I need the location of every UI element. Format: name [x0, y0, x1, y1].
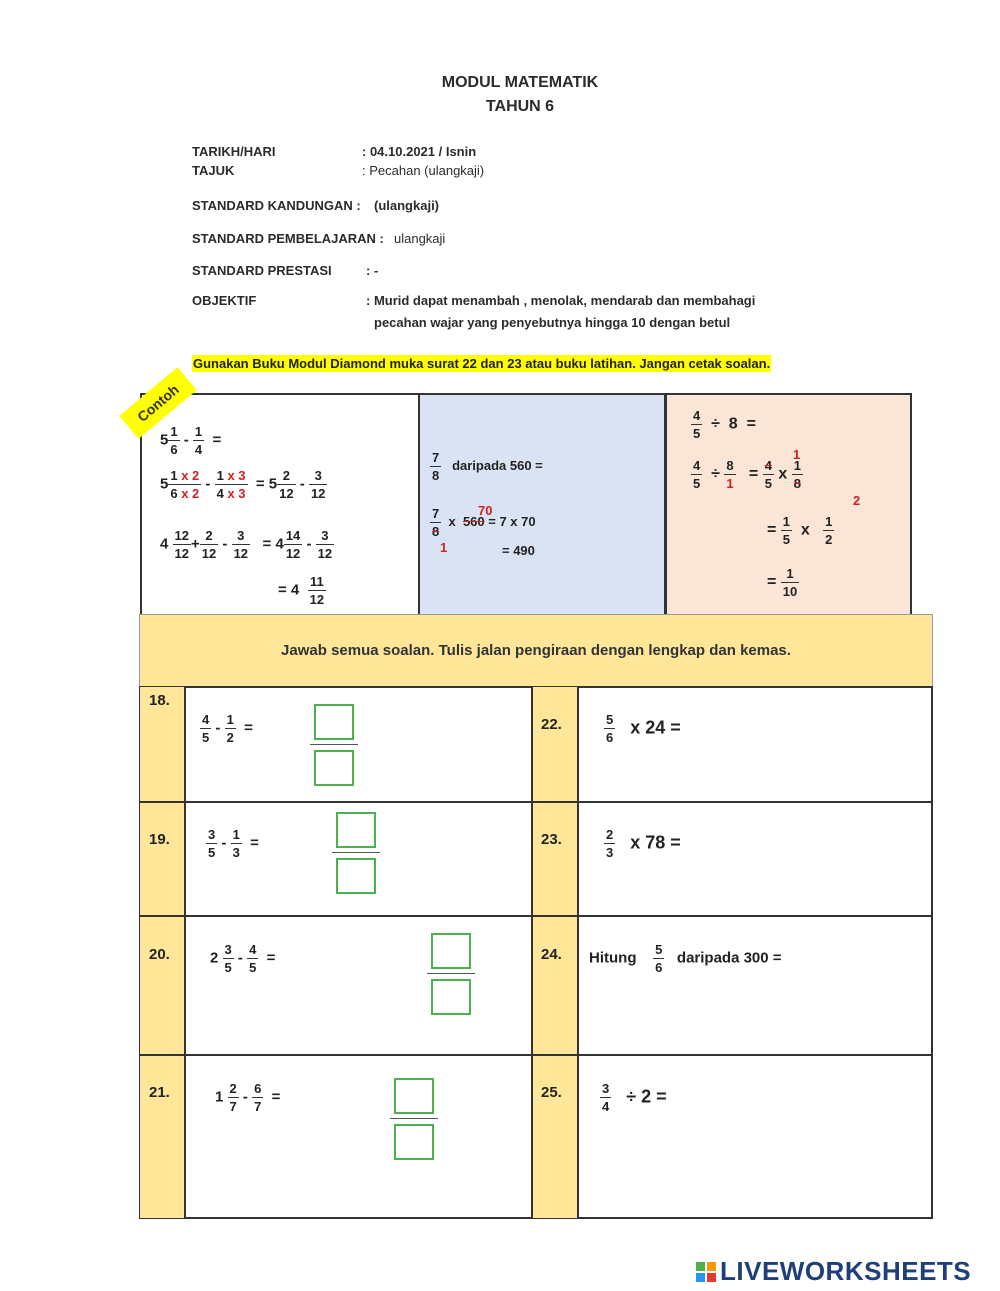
- example-box-3: [665, 393, 912, 617]
- q20-denominator-input[interactable]: [431, 979, 471, 1015]
- q18-expression: $\frac{4}{5}$ - $\frac{1}{2}$ =: [202, 712, 253, 745]
- ex3-line1: $\frac{4}{5}$ ÷ 8 =: [693, 408, 756, 441]
- q20-fraction-line: [427, 973, 475, 974]
- q24-expression: Hitung $\frac{5}{6}$ daripada 300 =: [589, 942, 782, 975]
- tarikh-value: : 04.10.2021 / Isnin: [362, 144, 477, 159]
- ex1-line3: 4 $\frac{12}{12}$ + $\frac{2}{12}$ - $\frac{3}{12}$ = 4 $\frac{14}{12}$ - $\frac{3}{12}$: [160, 528, 333, 561]
- ex2-line1: $\frac{7}{8}$ daripada 560 =: [432, 450, 543, 483]
- q24-post-text: daripada 300 =: [676, 949, 782, 967]
- q21-expression: 1 $\frac{2}{7}$ - $\frac{6}{7}$ =: [215, 1081, 281, 1114]
- q22-number: 22.: [541, 716, 562, 733]
- ex2-line2: $\frac{7}{8}$ x 560 = 7 x 70: [432, 506, 536, 539]
- brand-logo: [696, 1256, 971, 1287]
- main-instruction: Jawab semua soalan. Tulis jalan pengiraan dengan lengkap dan kemas.: [281, 642, 791, 659]
- spr-label: STANDARD PRESTASI: [192, 263, 332, 278]
- example-tag-label: Contoh: [134, 381, 182, 425]
- sp-label: STANDARD PEMBELAJARAN :: [192, 231, 384, 246]
- q23-expression: $\frac{2}{3}$ x 78 =: [606, 827, 681, 860]
- row-sep-1: [140, 801, 932, 803]
- ex1-line2: 5 $\frac{1 x 2}{6 x 2}$ - $\frac{1 x 3}{4 x 3}$ = 5 $\frac{2}{12}$ - $\frac{3}{12}$: [160, 468, 326, 501]
- spr-value: : -: [366, 263, 379, 278]
- q18-denominator-input[interactable]: [314, 750, 354, 786]
- q22-text: x 24 =: [630, 717, 681, 738]
- ex2-red-70: 70: [478, 503, 493, 518]
- row-sep-2: [140, 915, 932, 917]
- highlight-instruction: Gunakan Buku Modul Diamond muka surat 22 dan 23 atau buku latihan. Jangan cetak soalan.: [193, 356, 771, 371]
- obj-label: OBJEKTIF: [192, 293, 257, 308]
- q19-expression: $\frac{3}{5}$ - $\frac{1}{3}$ =: [208, 827, 259, 860]
- sk-label: STANDARD KANDUNGAN :: [192, 198, 361, 213]
- tajuk-label: TAJUK: [192, 163, 235, 178]
- q25-text: ÷ 2 =: [626, 1086, 667, 1107]
- ex3-line4: = $\frac{1}{10}$: [767, 566, 798, 599]
- ex3-red-1: 1: [793, 447, 801, 462]
- q22-expression: $\frac{5}{6}$ x 24 =: [606, 712, 681, 745]
- page-title-1: MODUL MATEMATIK: [441, 74, 599, 91]
- ex2-red-1: 1: [440, 540, 448, 555]
- q23-number: 23.: [541, 831, 562, 848]
- obj-value-2: pecahan wajar yang penyebutnya hingga 10 dengan betul: [374, 315, 731, 330]
- q20-numerator-input[interactable]: [431, 933, 471, 969]
- q25-number: 25.: [541, 1084, 562, 1101]
- ex1-line1: 5 $\frac{1}{6}$ - $\frac{1}{4}$ =: [160, 424, 222, 457]
- q19-numerator-input[interactable]: [336, 812, 376, 848]
- example-box-2: [418, 393, 666, 617]
- q20-number: 20.: [149, 946, 170, 963]
- row-sep-3: [140, 1054, 932, 1056]
- ex2-text1: daripada 560 =: [452, 457, 543, 473]
- main-instruction-band: [139, 614, 933, 687]
- ex3-line3: = $\frac{1}{5}$ x $\frac{1}{2}$: [767, 514, 833, 547]
- q21-numerator-input[interactable]: [394, 1078, 434, 1114]
- q24-number: 24.: [541, 946, 562, 963]
- q21-number: 21.: [149, 1084, 170, 1101]
- q18-number: 18.: [149, 692, 170, 709]
- brand-name: LIVEWORKSHEETS: [720, 1256, 972, 1286]
- q23-text: x 78 =: [630, 832, 681, 853]
- ex2-eq: = 7 x 70: [488, 513, 536, 529]
- ex2-x: x: [448, 513, 456, 529]
- brand-icon: [696, 1262, 716, 1282]
- q20-expression: 2 $\frac{3}{5}$ - $\frac{4}{5}$ =: [210, 942, 276, 975]
- q24-pre-text: Hitung: [589, 949, 637, 967]
- q19-denominator-input[interactable]: [336, 858, 376, 894]
- sp-value: ulangkaji: [394, 231, 446, 246]
- q18-numerator-input[interactable]: [314, 704, 354, 740]
- obj-value-1: : Murid dapat menambah , menolak, mendarab dan membahagi: [366, 293, 756, 308]
- ex1-line4: = 4 $\frac{11}{12}$: [278, 574, 325, 607]
- sk-value: (ulangkaji): [374, 198, 440, 213]
- q19-fraction-line: [332, 852, 380, 853]
- ex3-red-2: 2: [853, 493, 861, 508]
- ex2-line3: = 490: [502, 543, 535, 558]
- tarikh-label: TARIKH/HARI: [192, 144, 276, 159]
- tajuk-value: : Pecahan (ulangkaji): [362, 163, 485, 178]
- q19-number: 19.: [149, 831, 170, 848]
- example-box-1: [140, 393, 420, 617]
- q21-denominator-input[interactable]: [394, 1124, 434, 1160]
- q25-expression: $\frac{3}{4}$ ÷ 2 =: [602, 1081, 667, 1114]
- ex3-line2: $\frac{4}{5}$ ÷ $\frac{8}{1}$ = $\frac{4}{5}$ x $\frac{1}{8}$: [693, 458, 801, 491]
- q21-fraction-line: [390, 1118, 438, 1119]
- q18-fraction-line: [310, 744, 358, 745]
- page-title-2: TAHUN 6: [485, 98, 555, 115]
